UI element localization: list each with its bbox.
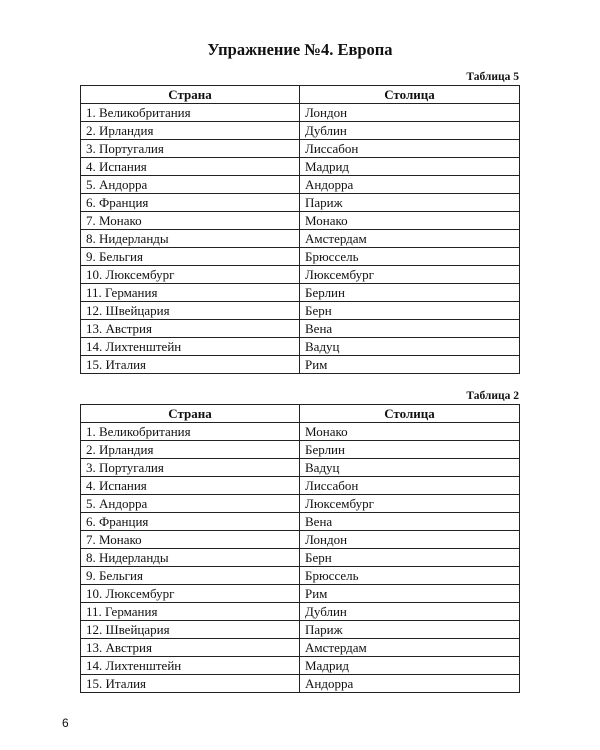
country-cell: 10. Люксембург: [81, 585, 300, 603]
table-row: [81, 338, 520, 356]
table-row: [81, 423, 520, 441]
table-row: [81, 513, 520, 531]
header-capital: Столица: [300, 86, 520, 104]
table-header-row: [81, 86, 520, 104]
country-cell: 1. Великобритания: [81, 423, 300, 441]
header-capital: Столица: [300, 405, 520, 423]
country-cell: 12. Швейцария: [81, 621, 300, 639]
capital-cell: Мадрид: [300, 158, 520, 176]
table-row: [81, 639, 520, 657]
country-cell: 6. Франция: [81, 513, 300, 531]
capital-cell: Париж: [300, 621, 520, 639]
capital-cell: Андорра: [300, 675, 520, 693]
table-row: [81, 459, 520, 477]
capital-cell: Андорра: [300, 176, 520, 194]
table-header-row: [81, 405, 520, 423]
table-row: [81, 266, 520, 284]
table-row: [81, 675, 520, 693]
country-cell: 2. Ирландия: [81, 122, 300, 140]
country-cell: 9. Бельгия: [81, 248, 300, 266]
capitals-table-1: [80, 85, 520, 374]
capital-cell: Лиссабон: [300, 477, 520, 495]
country-cell: 6. Франция: [81, 194, 300, 212]
capital-cell: Брюссель: [300, 567, 520, 585]
capital-cell: Люксембург: [300, 266, 520, 284]
capital-cell: Амстердам: [300, 230, 520, 248]
country-cell: 10. Люксембург: [81, 266, 300, 284]
country-cell: 2. Ирландия: [81, 441, 300, 459]
table-row: [81, 477, 520, 495]
page-title: Упражнение №4. Европа: [207, 40, 393, 59]
country-cell: 7. Монако: [81, 531, 300, 549]
capital-cell: Дублин: [300, 122, 520, 140]
country-cell: 8. Нидерланды: [81, 230, 300, 248]
country-cell: 12. Швейцария: [81, 302, 300, 320]
country-cell: 15. Италия: [81, 675, 300, 693]
capital-cell: Вена: [300, 320, 520, 338]
capitals-table-2: [80, 404, 520, 693]
country-cell: 9. Бельгия: [81, 567, 300, 585]
table-row: [81, 176, 520, 194]
capital-cell: Лиссабон: [300, 140, 520, 158]
table-row: [81, 212, 520, 230]
country-cell: 5. Андорра: [81, 495, 300, 513]
page-number: 6: [62, 716, 69, 730]
country-cell: 7. Монако: [81, 212, 300, 230]
table-row: [81, 585, 520, 603]
capital-cell: Амстердам: [300, 639, 520, 657]
table-row: [81, 104, 520, 122]
table-row: [81, 302, 520, 320]
table-row: [81, 567, 520, 585]
country-cell: 15. Италия: [81, 356, 300, 374]
table-row: [81, 248, 520, 266]
capital-cell: Люксембург: [300, 495, 520, 513]
capital-cell: Берн: [300, 549, 520, 567]
capital-cell: Монако: [300, 423, 520, 441]
country-cell: 13. Австрия: [81, 320, 300, 338]
table-row: [81, 140, 520, 158]
capital-cell: Париж: [300, 194, 520, 212]
capital-cell: Вена: [300, 513, 520, 531]
country-cell: 14. Лихтенштейн: [81, 338, 300, 356]
capital-cell: Монако: [300, 212, 520, 230]
capital-cell: Брюссель: [300, 248, 520, 266]
country-cell: 11. Германия: [81, 284, 300, 302]
country-cell: 5. Андорра: [81, 176, 300, 194]
capital-cell: Вадуц: [300, 338, 520, 356]
capital-cell: Рим: [300, 585, 520, 603]
table-2-caption: Таблица 2: [466, 390, 519, 402]
table-1-caption: Таблица 5: [466, 71, 519, 83]
country-cell: 4. Испания: [81, 477, 300, 495]
table-row: [81, 657, 520, 675]
table-row: [81, 284, 520, 302]
country-cell: 13. Австрия: [81, 639, 300, 657]
country-cell: 11. Германия: [81, 603, 300, 621]
table-row: [81, 158, 520, 176]
country-cell: 3. Португалия: [81, 140, 300, 158]
capital-cell: Берлин: [300, 441, 520, 459]
table-row: [81, 320, 520, 338]
table-row: [81, 549, 520, 567]
country-cell: 8. Нидерланды: [81, 549, 300, 567]
table-row: [81, 441, 520, 459]
table-row: [81, 194, 520, 212]
capital-cell: Мадрид: [300, 657, 520, 675]
table-row: [81, 122, 520, 140]
capital-cell: Дублин: [300, 603, 520, 621]
country-cell: 4. Испания: [81, 158, 300, 176]
header-country: Страна: [81, 405, 300, 423]
table-row: [81, 495, 520, 513]
table-row: [81, 603, 520, 621]
country-cell: 14. Лихтенштейн: [81, 657, 300, 675]
header-country: Страна: [81, 86, 300, 104]
capital-cell: Берлин: [300, 284, 520, 302]
table-row: [81, 356, 520, 374]
capital-cell: Берн: [300, 302, 520, 320]
table-row: [81, 531, 520, 549]
country-cell: 1. Великобритания: [81, 104, 300, 122]
table-row: [81, 621, 520, 639]
table-row: [81, 230, 520, 248]
capital-cell: Лондон: [300, 531, 520, 549]
capital-cell: Вадуц: [300, 459, 520, 477]
capital-cell: Лондон: [300, 104, 520, 122]
country-cell: 3. Португалия: [81, 459, 300, 477]
capital-cell: Рим: [300, 356, 520, 374]
